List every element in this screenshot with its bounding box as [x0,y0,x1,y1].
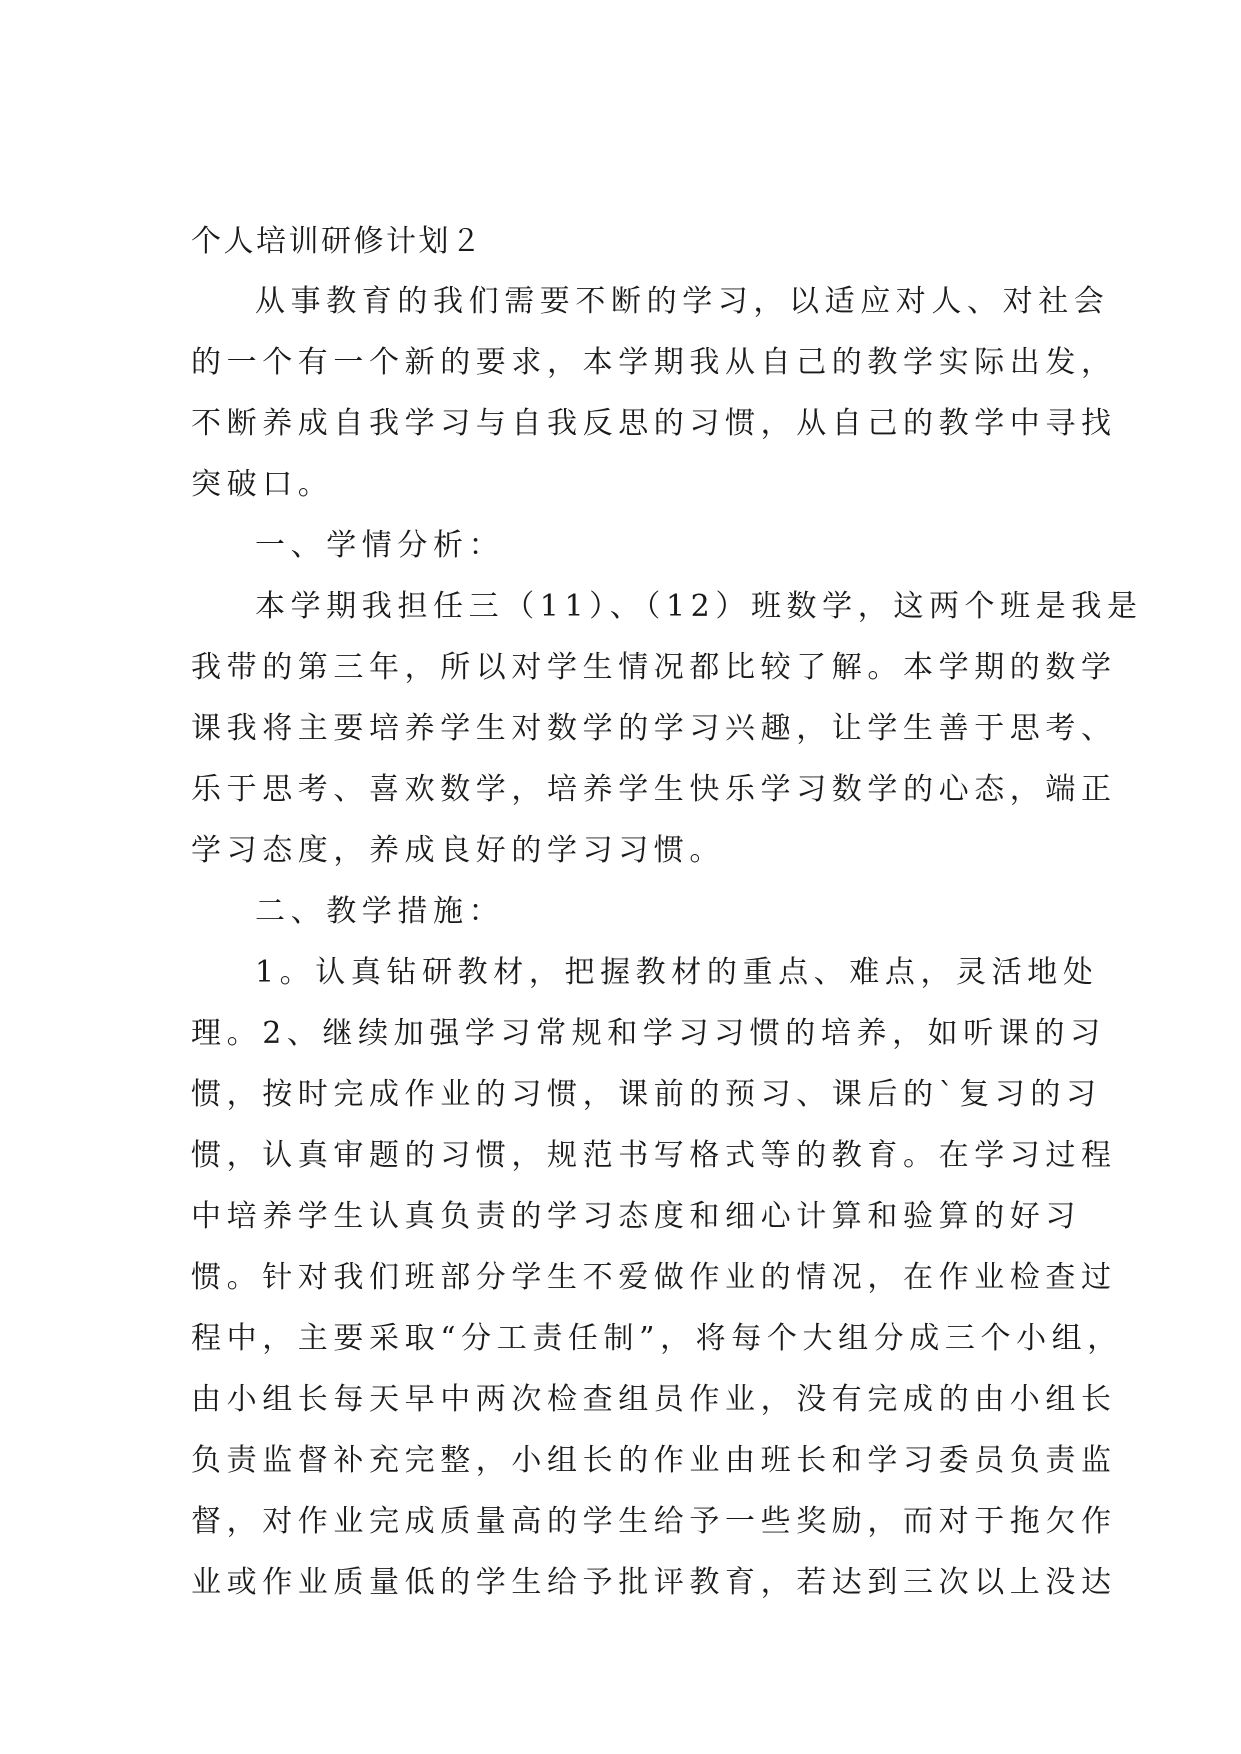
paragraph-line: 突破口。 [191,467,334,502]
paragraph-line: 理。2、继续加强学习常规和学习习惯的培养，如听课的习 [191,1016,1106,1051]
paragraph-line: 由小组长每天早中两次检查组员作业，没有完成的由小组长 [191,1382,1117,1417]
paragraph-line: 督，对作业完成质量高的学生给予一些奖励，而对于拖欠作 [191,1504,1117,1539]
paragraph-line: 乐于思考、喜欢数学，培养学生快乐学习数学的心态，端正 [191,772,1117,807]
document-title: 个人培训研修计划２ [191,224,484,259]
section-heading-analysis: 一、学情分析： [255,528,505,563]
document-body [191,220,1143,1613]
paragraph-line: 业或作业质量低的学生给予批评教育，若达到三次以上没达 [191,1565,1117,1600]
paragraph-line: 惯，按时完成作业的习惯，课前的预习、课后的`复习的习 [191,1077,1102,1112]
paragraph-line: 惯。针对我们班部分学生不爱做作业的情况，在作业检查过 [191,1260,1117,1295]
paragraph-line: 学习态度，养成良好的学习习惯。 [191,833,725,868]
paragraph-line: 负责监督补充完整，小组长的作业由班长和学习委员负责监 [191,1443,1117,1478]
paragraph-line: 课我将主要培养学生对数学的学习兴趣，让学生善于思考、 [191,711,1117,746]
paragraph-line: 的一个有一个新的要求，本学期我从自己的教学实际出发， [191,345,1117,380]
paragraph-line: 1。认真钻研教材，把握教材的重点、难点，灵活地处 [255,955,1099,990]
paragraph-line: 中培养学生认真负责的学习态度和细心计算和验算的好习 [191,1199,1081,1234]
paragraph-line: 不断养成自我学习与自我反思的习惯，从自己的教学中寻找 [191,406,1117,441]
section-heading-measures: 二、教学措施： [255,894,505,929]
paragraph-line: 从事教育的我们需要不断的学习，以适应对人、对社会 [255,284,1110,319]
paragraph-line: 惯，认真审题的习惯，规范书写格式等的教育。在学习过程 [191,1138,1117,1173]
paragraph-line: 程中，主要采取“分工责任制”，将每个大组分成三个小组， [191,1321,1123,1356]
paragraph-line: 我带的第三年，所以对学生情况都比较了解。本学期的数学 [191,650,1117,685]
paragraph-line: 本学期我担任三（11）、（12）班数学，这两个班是我是 [255,589,1143,624]
